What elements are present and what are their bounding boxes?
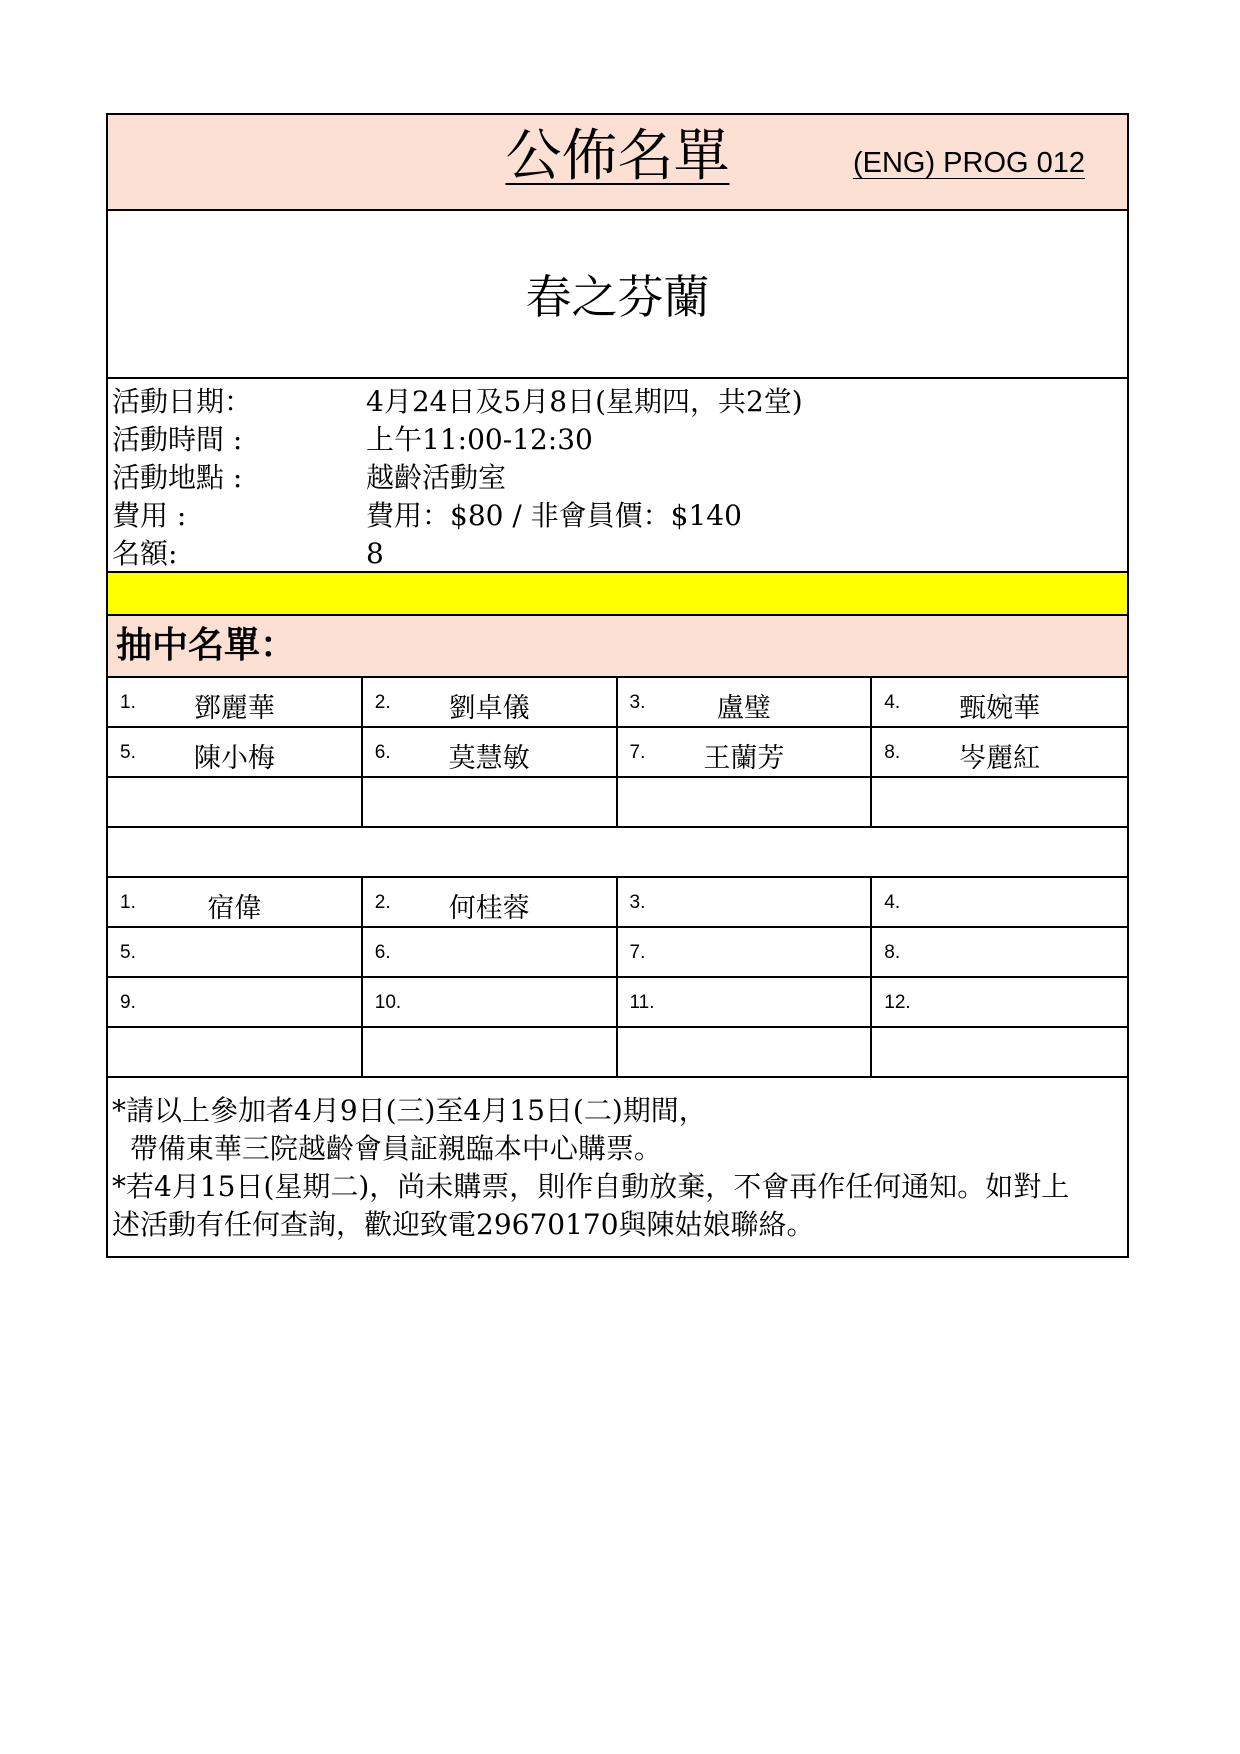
notes [108,1078,1127,1256]
waitlist-cell [872,978,1127,1026]
winner-cell [363,678,618,726]
waitlist-number: 11. [629,992,655,1013]
waitlist-cell [872,878,1127,926]
winner-name: 鄧麗華 [193,693,275,724]
event-name: 春之芬蘭 [108,211,1127,379]
info-row-time [108,421,1127,459]
announcement-sheet [106,113,1129,1258]
page-title: 公佈名單 [505,124,730,189]
winner-name: 王蘭芳 [703,743,785,774]
waitlist-cell [108,928,363,976]
winner-name: 盧璧 [716,693,771,724]
waitlist-number: 4. [884,892,901,913]
winners-title: 抽中名單： [108,616,1127,678]
winner-cell [363,728,618,776]
info-row-date [108,383,1127,421]
info-label: 費用 : [112,499,187,532]
waitlist-cell [618,878,873,926]
winner-number: 1. [120,692,136,713]
empty-cell [363,778,618,826]
info-value: 越齡活動室 [366,461,507,494]
winner-number: 6. [374,742,391,763]
note-line: *若4月15日(星期二)，尚未購票，則作自動放棄，不會再作任何通知。如對上 [112,1170,1070,1203]
winner-cell [618,678,873,726]
winners-row [108,678,1127,728]
note-line: 述活動有任何查詢，歡迎致電29670170與陳姑娘聯絡。 [112,1208,815,1241]
waitlist-cell [618,978,873,1026]
waitlist-cell [618,928,873,976]
info-row-fee [108,497,1127,535]
info-label: 活動時間 : [112,423,243,456]
note-line: *請以上參加者4月9日(三)至4月15日(二)期間， [112,1094,707,1127]
winner-number: 4. [884,692,901,713]
winner-name: 甄婉華 [959,693,1041,724]
waitlist-number: 8. [884,942,901,963]
waitlist-number: 5. [120,942,136,963]
winner-name: 莫慧敏 [448,743,530,774]
info-value: 費用：$80 / 非會員價：$140 [366,499,742,532]
winner-number: 2. [374,692,391,713]
waitlist-row [108,928,1127,978]
info-value: 上午11:00-12:30 [366,423,593,456]
waitlist-cell [363,878,618,926]
highlight-bar [108,573,1127,616]
empty-cell [363,1028,618,1076]
waitlist-name: 宿偉 [207,893,262,924]
separator-row [108,828,1127,878]
header [108,115,1127,211]
winners-empty-row [108,778,1127,828]
waitlist-number: 3. [629,892,646,913]
winner-cell [108,678,363,726]
winner-name: 陳小梅 [193,743,275,774]
info-row-quota [108,535,1127,573]
waitlist-number: 1. [120,892,136,913]
waitlist-cell [108,878,363,926]
info-label: 活動日期： [112,385,253,418]
winners-row [108,728,1127,778]
winner-cell [872,678,1127,726]
waitlist-number: 10. [374,992,402,1013]
waitlist-number: 9. [120,992,136,1013]
waitlist-empty-row [108,1028,1127,1078]
info-row-location [108,459,1127,497]
note-line: 帶備東華三院越齡會員証親臨本中心購票。 [112,1132,662,1165]
winner-cell [108,728,363,776]
empty-cell [108,778,363,826]
winner-name: 岑麗紅 [959,743,1041,774]
winner-number: 5. [120,742,136,763]
winner-cell [618,728,873,776]
waitlist-cell [108,978,363,1026]
program-code: (ENG) PROG 012 [852,147,1085,179]
empty-cell [618,778,873,826]
empty-cell [108,1028,363,1076]
empty-cell [872,1028,1127,1076]
info-label: 活動地點 : [112,461,243,494]
info-label: 名額: [112,537,178,570]
waitlist-number: 6. [374,942,391,963]
waitlist-number: 12. [884,992,911,1013]
waitlist-cell [363,928,618,976]
waitlist-cell [872,928,1127,976]
winner-cell [872,728,1127,776]
event-info [108,379,1127,573]
waitlist-number: 2. [374,892,391,913]
winner-number: 7. [629,742,646,763]
waitlist-row [108,878,1127,928]
empty-cell [872,778,1127,826]
winner-name: 劉卓儀 [448,693,530,724]
waitlist-number: 7. [629,942,646,963]
empty-cell [618,1028,873,1076]
waitlist-name: 何桂蓉 [448,893,530,924]
info-value: 8 [366,537,384,570]
waitlist-cell [363,978,618,1026]
waitlist-row [108,978,1127,1028]
winner-number: 8. [884,742,901,763]
winner-number: 3. [629,692,646,713]
info-value: 4月24日及5月8日(星期四，共2堂) [366,385,803,418]
